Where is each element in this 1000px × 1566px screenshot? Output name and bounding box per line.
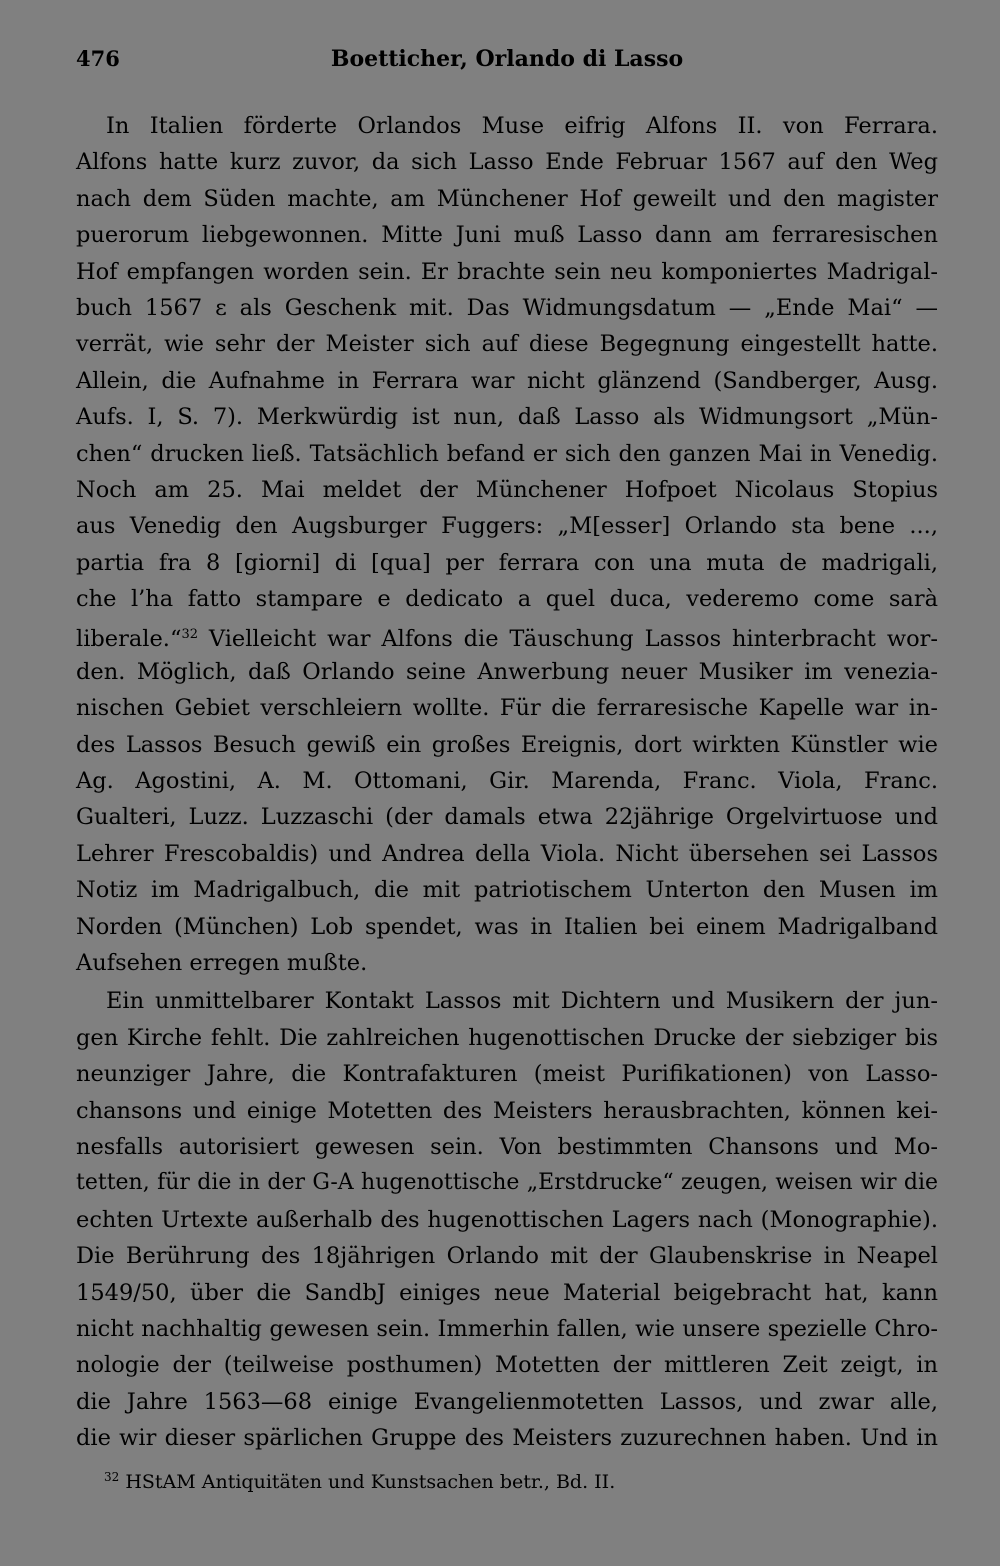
- text-line: neunziger Jahre, die Kontrafakturen (meist Purifikationen) von Lasso-: [76, 1061, 938, 1088]
- text-line: nischen Gebiet verschleiern wollte. Für die ferraresische Kapelle war in-: [76, 695, 938, 722]
- page-number: 476: [76, 46, 120, 71]
- text-line: gen Kirche fehlt. Die zahlreichen hugenottischen Drucke der siebziger bis: [76, 1024, 938, 1051]
- text-line: die Jahre 1563—68 einige Evangelienmotetten Lassos, und zwar alle,: [76, 1388, 938, 1415]
- paragraph-2: [76, 983, 938, 1456]
- line-tail: Vielleicht war Alfons die Täuschung Lassos hinterbracht wor-: [208, 626, 938, 653]
- text-line: tetten, für die in der G-A hugenottische „Erstdrucke“ zeugen, weisen wir die: [76, 1170, 938, 1196]
- text-line: Norden (München) Lob spendet, was in Italien bei einem Madrigalband: [76, 913, 938, 940]
- text-line: Hof empfangen worden sein. Er brachte sein neu komponiertes Madrigal-: [76, 258, 938, 285]
- footnote-text: HStAM Antiquitäten und Kunstsachen betr., Bd. II.: [125, 1471, 616, 1493]
- quote-end: liberale.“: [76, 626, 182, 653]
- text-line: puerorum liebgewonnen. Mitte Juni muß Lasso dann am ferraresischen: [76, 222, 938, 249]
- text-line: Noch am 25. Mai meldet der Münchener Hofpoet Nicolaus Stopius: [76, 476, 938, 503]
- text-line: die wir dieser spärlichen Gruppe des Meisters zuzurechnen haben. Und in: [76, 1425, 938, 1452]
- text-line: verrät, wie sehr der Meister sich auf diese Begegnung eingestellt hatte.: [76, 331, 938, 358]
- text-line: Lehrer Frescobaldis) und Andrea della Viola. Nicht übersehen sei Lassos: [76, 840, 938, 867]
- text-line: chen“ drucken ließ. Tatsächlich befand er sich den ganzen Mai in Venedig.: [76, 440, 938, 467]
- text-line: des Lassos Besuch gewiß ein großes Ereignis, dort wirkten Künstler wie: [76, 731, 938, 758]
- text-line: 1549/50, über die SandbJ einiges neue Material beigebracht hat, kann: [76, 1279, 938, 1306]
- text-line: In Italien förderte Orlandos Muse eifrig Alfons II. von Ferrara.: [106, 113, 938, 139]
- text-line: Alfons hatte kurz zuvor, da sich Lasso Ende Februar 1567 auf den Weg: [76, 149, 938, 176]
- running-head: Boetticher, Orlando di Lasso: [330, 46, 684, 72]
- text-line: Notiz im Madrigalbuch, die mit patriotischem Unterton den Musen im: [76, 877, 938, 904]
- text-line: den. Möglich, daß Orlando seine Anwerbung neuer Musiker im venezia-: [76, 658, 938, 685]
- text-line-with-footnote: [76, 617, 938, 653]
- text-line: aus Venedig den Augsburger Fuggers: „M[esser] Orlando sta bene ...,: [76, 513, 938, 540]
- body-text: [76, 108, 938, 1456]
- text-line: nesfalls autorisiert gewesen sein. Von bestimmten Chansons und Mo-: [76, 1133, 938, 1160]
- page-header: [76, 46, 938, 80]
- text-line: Aufs. I, S. 7). Merkwürdig ist nun, daß Lasso als Widmungsort „Mün-: [76, 404, 938, 431]
- paragraph-1: [76, 108, 938, 981]
- text-line: Ag. Agostini, A. M. Ottomani, Gir. Marenda, Franc. Viola, Franc.: [76, 768, 938, 795]
- footnote-number: 32: [104, 1470, 120, 1484]
- text-line: echten Urtexte außerhalb des hugenottischen Lagers nach (Monographie).: [76, 1206, 938, 1233]
- text-line: Allein, die Aufnahme in Ferrara war nicht glänzend (Sandberger, Ausg.: [76, 367, 938, 394]
- text-line: partia fra 8 [giorni] di [qua] per ferrara con una muta de madrigali,: [76, 549, 938, 576]
- footnote-reference: 32: [181, 627, 198, 643]
- text-line: nologie der (teilweise posthumen) Motetten der mittleren Zeit zeigt, in: [76, 1352, 938, 1379]
- text-line: buch 1567 ε als Geschenk mit. Das Widmungsdatum — „Ende Mai“ —: [76, 294, 938, 321]
- text-line: nach dem Süden machte, am Münchener Hof geweilt und den magister: [76, 185, 938, 212]
- text-line: chansons und einige Motetten des Meisters herausbrachten, können kei-: [76, 1097, 938, 1124]
- footnote: [104, 1462, 615, 1497]
- text-line: Ein unmittelbarer Kontakt Lassos mit Dichtern und Musikern der jun-: [106, 988, 938, 1015]
- text-line: che l’ha fatto stampare e dedicato a quel duca, vederemo come sarà: [76, 586, 938, 613]
- text-line: Aufsehen erregen mußte.: [76, 949, 368, 976]
- text-line: nicht nachhaltig gewesen sein. Immerhin fallen, wie unsere spezielle Chro-: [76, 1315, 938, 1342]
- text-line: Gualteri, Luzz. Luzzaschi (der damals etwa 22jährige Orgelvirtuose und: [76, 804, 938, 831]
- text-line: Die Berührung des 18jährigen Orlando mit der Glaubenskrise in Neapel: [76, 1243, 938, 1270]
